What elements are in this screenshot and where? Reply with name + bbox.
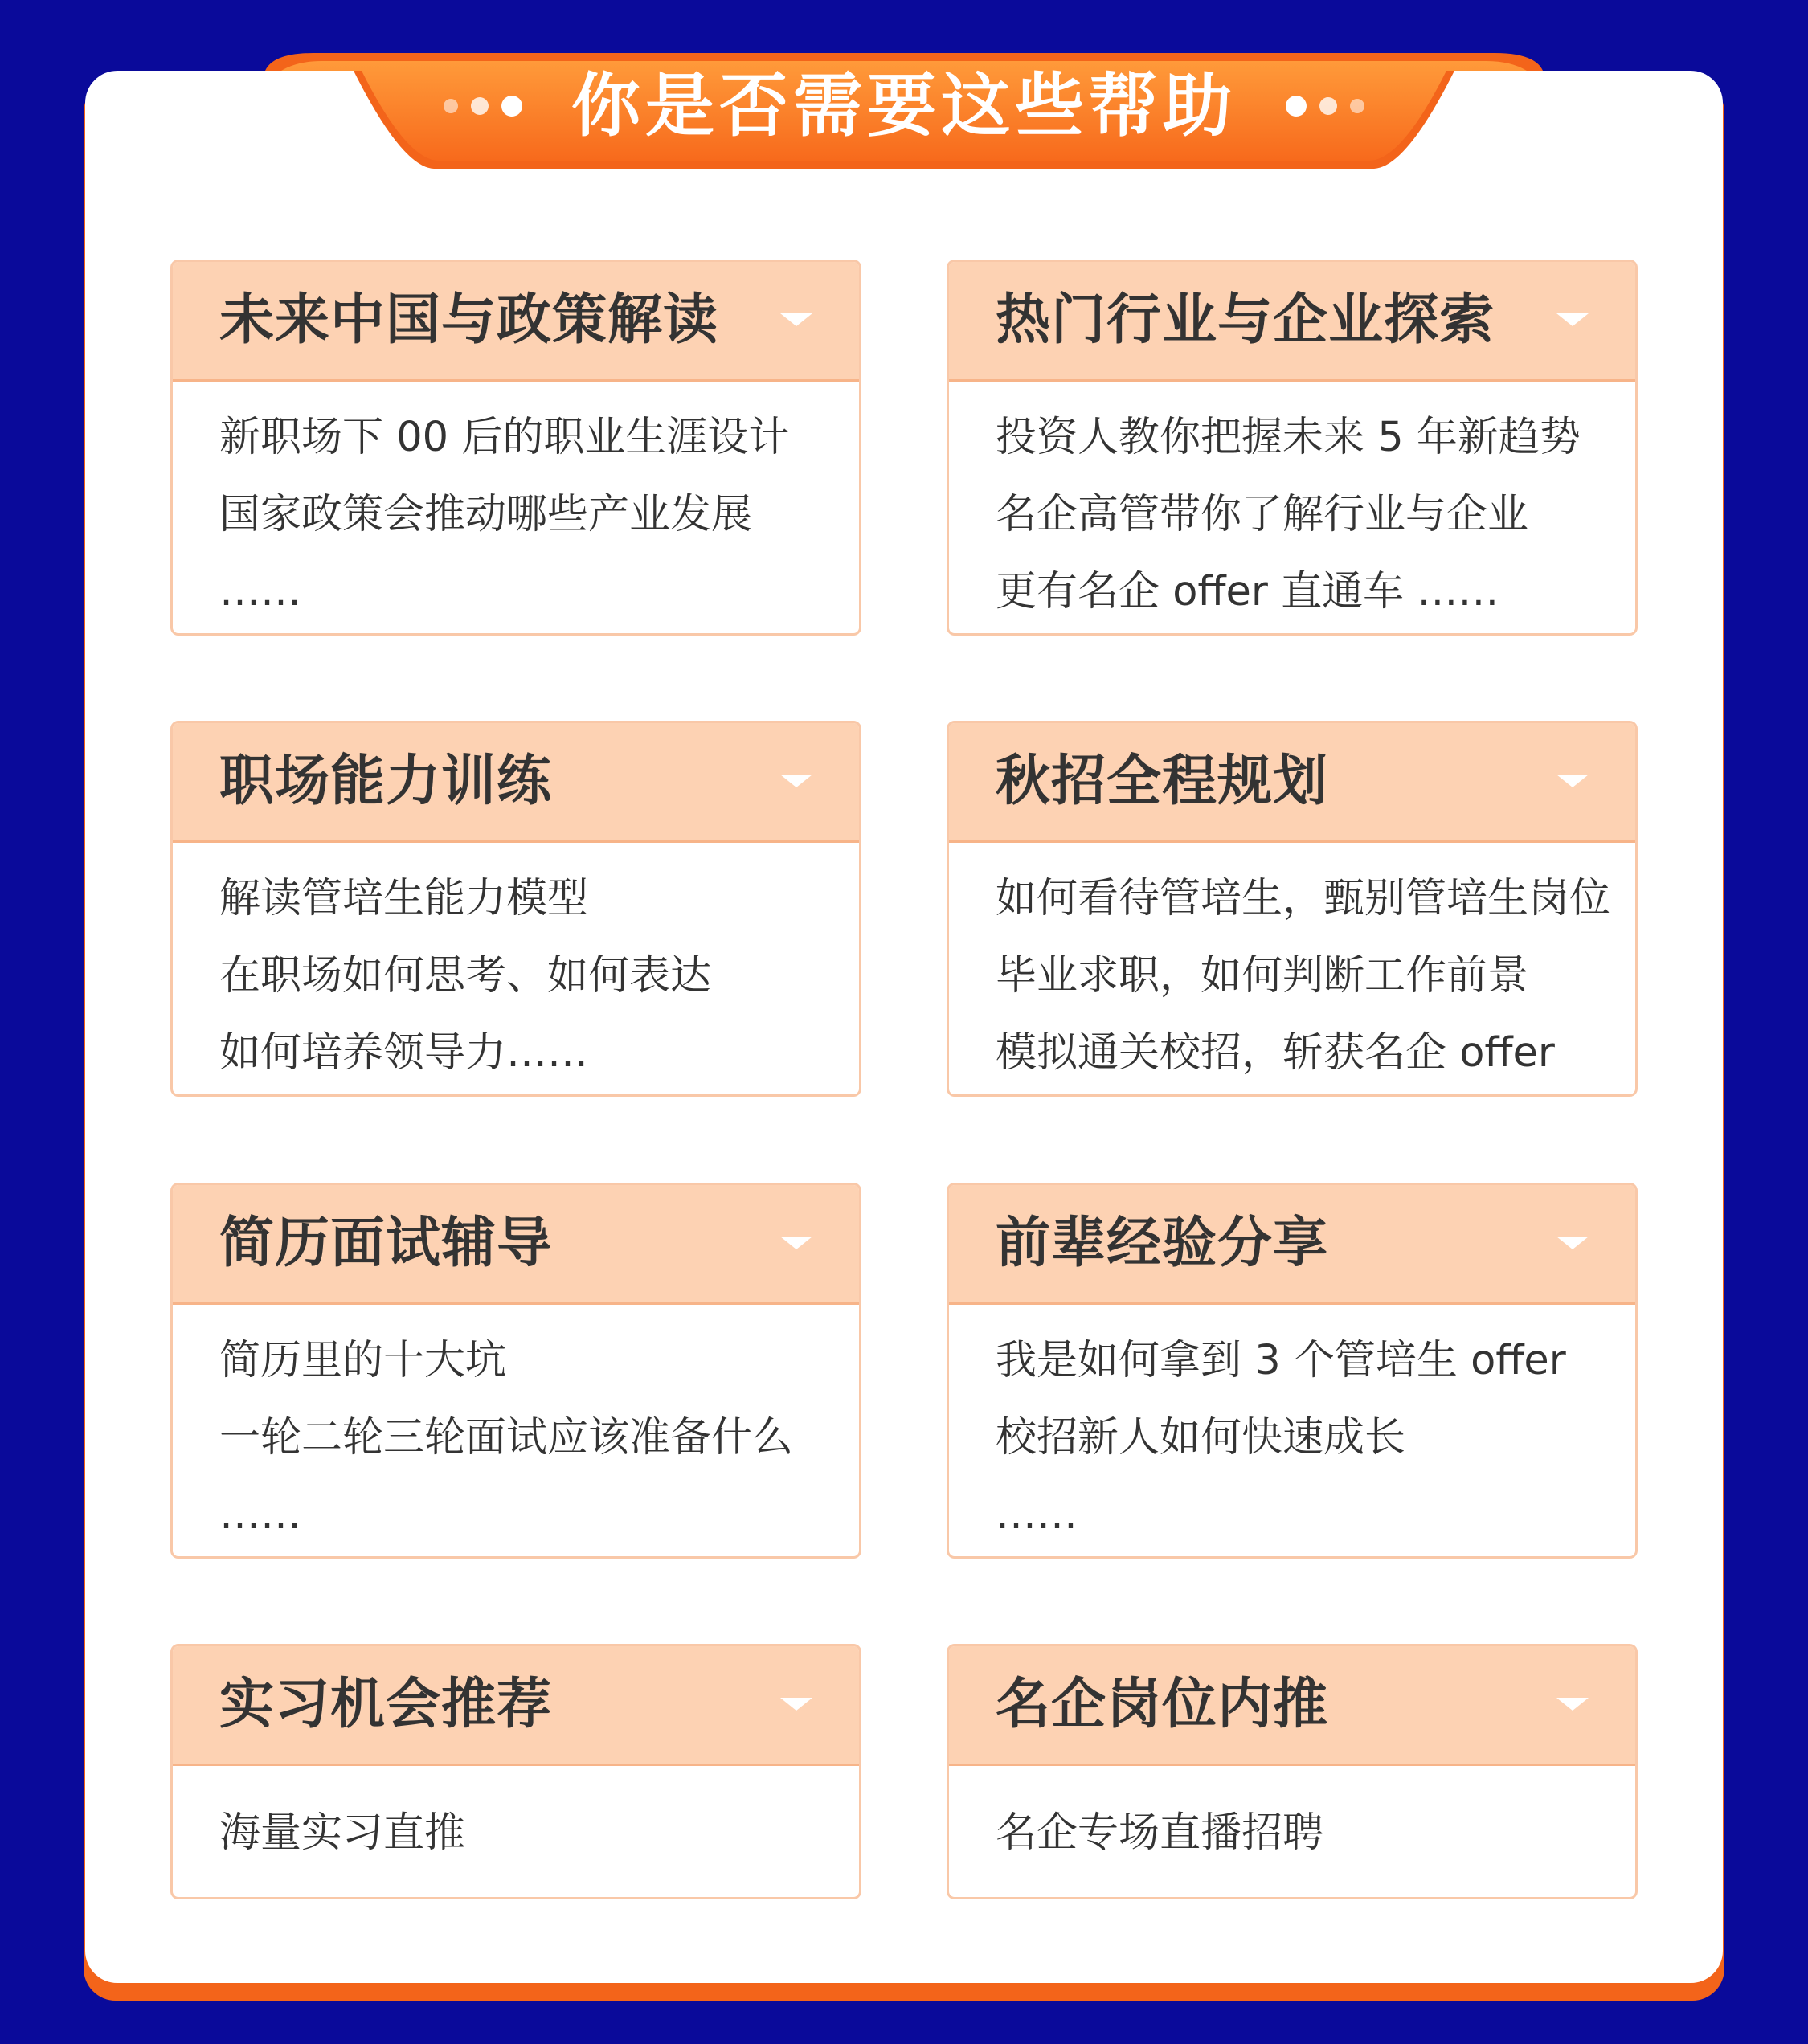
card-header[interactable] <box>173 723 859 843</box>
card-line: 海量实习直推 <box>219 1809 466 1857</box>
chevron-down-icon[interactable] <box>780 313 812 326</box>
help-card <box>947 260 1638 636</box>
card-line: 一轮二轮三轮面试应该准备什么 <box>219 1414 794 1461</box>
dot-icon <box>1319 97 1337 115</box>
card-line: 更有名企 offer 直通车 …… <box>996 568 1499 615</box>
card-body <box>949 382 1635 631</box>
card-body <box>949 843 1635 1092</box>
card-line: 新职场下 00 后的职业生涯设计 <box>219 414 790 461</box>
card-header[interactable] <box>949 723 1635 843</box>
help-card <box>947 1644 1638 1899</box>
card-line: 校招新人如何快速成长 <box>996 1414 1406 1461</box>
card-line: 名企专场直播招聘 <box>996 1809 1324 1857</box>
card-body <box>949 1305 1635 1554</box>
chevron-down-icon[interactable] <box>780 1698 812 1711</box>
card-header[interactable] <box>949 1185 1635 1305</box>
card-title: 实习机会推荐 <box>219 1673 553 1736</box>
help-card <box>170 260 861 636</box>
card-title: 职场能力训练 <box>219 750 553 813</box>
card-line: 名企高管带你了解行业与企业 <box>996 491 1529 538</box>
card-title: 简历面试辅导 <box>219 1212 553 1275</box>
page-title: 你是否需要这些帮助 <box>571 66 1237 146</box>
card-title: 前辈经验分享 <box>996 1212 1329 1275</box>
card-line: 解读管培生能力模型 <box>219 875 589 922</box>
card-line: …… <box>219 568 301 615</box>
help-card <box>170 1183 861 1559</box>
chevron-down-icon[interactable] <box>1556 313 1589 326</box>
card-title: 热门行业与企业探索 <box>996 288 1495 352</box>
card-body <box>173 1305 859 1554</box>
chevron-down-icon[interactable] <box>780 775 812 787</box>
card-body <box>173 382 859 631</box>
card-body <box>949 1766 1635 1872</box>
card-body <box>173 843 859 1092</box>
card-title: 秋招全程规划 <box>996 750 1329 813</box>
card-line: 如何看待管培生，甄别管培生岗位 <box>996 875 1611 922</box>
card-header[interactable] <box>173 1646 859 1766</box>
card-line: …… <box>219 1491 301 1539</box>
card-line: …… <box>996 1491 1078 1539</box>
header-banner <box>265 47 1543 175</box>
card-header[interactable] <box>173 1185 859 1305</box>
help-card <box>947 1183 1638 1559</box>
card-header[interactable] <box>173 262 859 382</box>
card-line: 我是如何拿到 3 个管培生 offer <box>996 1337 1566 1384</box>
chevron-down-icon[interactable] <box>1556 775 1589 787</box>
card-body <box>173 1766 859 1872</box>
help-card <box>170 721 861 1097</box>
card-line: 毕业求职，如何判断工作前景 <box>996 952 1529 1000</box>
card-title: 名企岗位内推 <box>996 1673 1329 1736</box>
card-line: 在职场如何思考、如何表达 <box>219 952 712 1000</box>
card-line: 投资人教你把握未来 5 年新趋势 <box>996 414 1581 461</box>
card-header[interactable] <box>949 262 1635 382</box>
card-header[interactable] <box>949 1646 1635 1766</box>
help-card <box>947 721 1638 1097</box>
card-line: 模拟通关校招，斩获名企 offer <box>996 1029 1555 1077</box>
chevron-down-icon[interactable] <box>780 1237 812 1249</box>
card-title: 未来中国与政策解读 <box>219 288 719 352</box>
card-line: 国家政策会推动哪些产业发展 <box>219 491 753 538</box>
chevron-down-icon[interactable] <box>1556 1698 1589 1711</box>
chevron-down-icon[interactable] <box>1556 1237 1589 1249</box>
banner-dots-right <box>1286 90 1364 122</box>
dot-icon <box>1286 96 1307 117</box>
help-card <box>170 1644 861 1899</box>
dot-icon <box>1350 99 1364 113</box>
card-line: 简历里的十大坑 <box>219 1337 507 1384</box>
card-line: 如何培养领导力…… <box>219 1029 589 1077</box>
